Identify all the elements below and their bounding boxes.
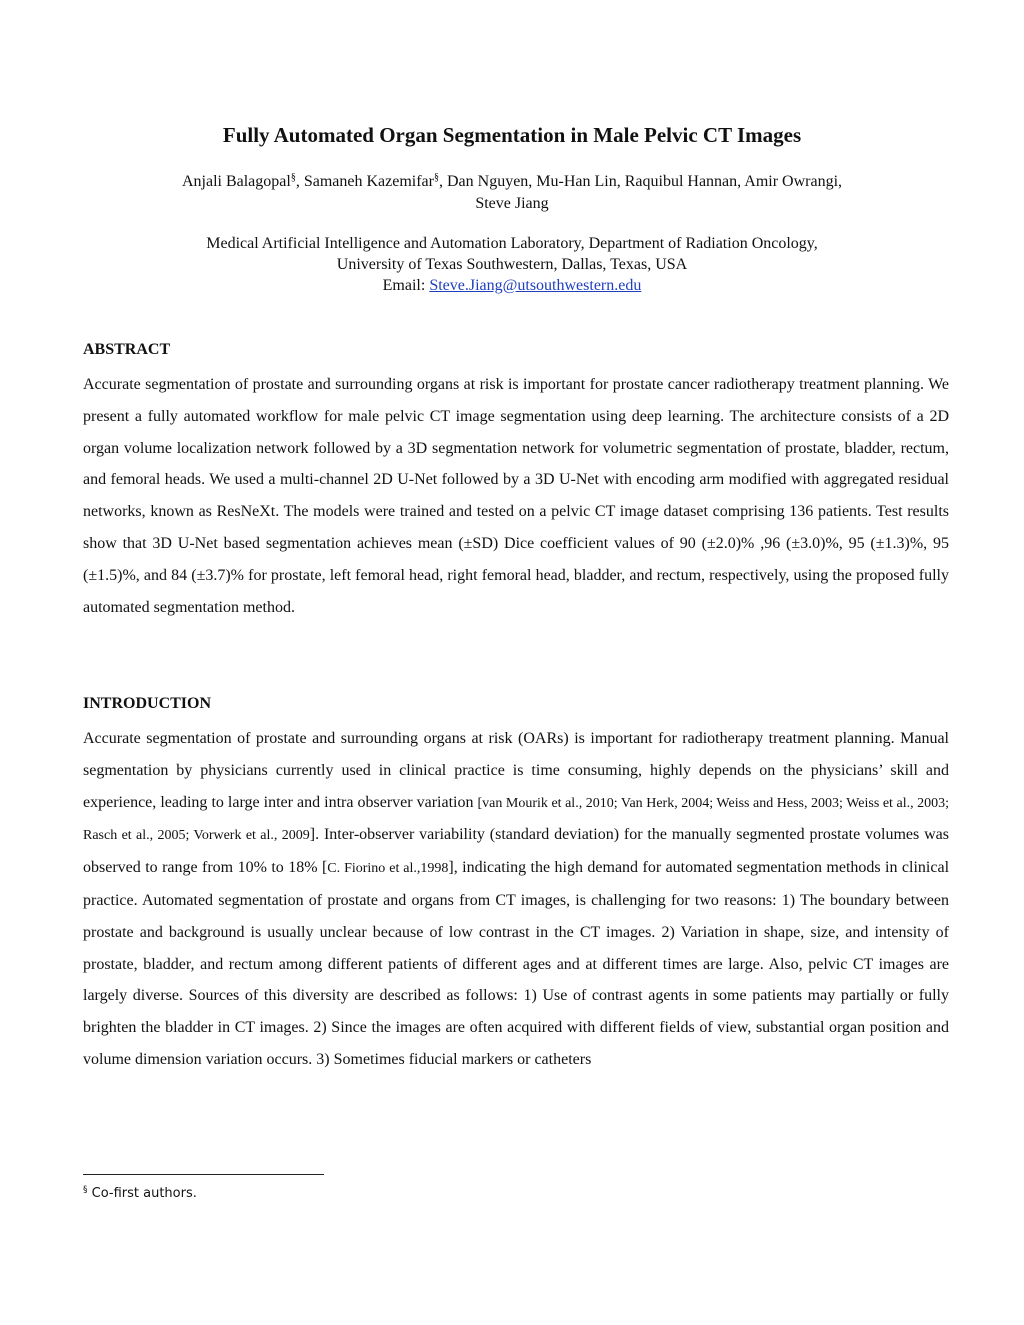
paper-title: Fully Automated Organ Segmentation in Male Pelvic CT Images [222,123,802,147]
abstract-text: Accurate segmentation of prostate and surrounding organs at risk is important for prostate cancer radiotherapy treatment planning. We present a fully automated workflow for male pelvic CT image segmentation using deep learning. The architecture consists of a 2D organ volume localization network followed by a 3D segmentation network for volumetric segmentation of prostate, bladder, rectum, and femoral heads. We used a multi-channel 2D U-Net followed by a 3D U-Net with encoding arm modified with aggregated residual networks, known as ResNeXt. The models were trained and tested on a pelvic CT image dataset comprising 136 patients. Test results show that 3D U-Net based segmentation achieves mean (±SD) Dice coefficient values of 90 (±2.0)% ,96 (±3.0)%, 95 (±1.3)%, 95 (±1.5)%, and 84 (±3.7)% for prostate, left femoral head, right femoral head, bladder, and rectum, respectively, using the proposed fully automated segmentation method. [83,376,949,616]
footnote-divider [83,1174,324,1175]
affiliation [110,233,914,296]
co-first-mark: § [290,172,296,183]
footnote-mark: § [83,1185,88,1195]
footnote [83,1185,197,1203]
email-link[interactable]: Steve.Jiang@utsouthwestern.edu [429,277,642,294]
abstract-heading: ABSTRACT [83,341,171,358]
author-list: Anjali Balagopal§, Samaneh Kazemifar§, Dan Nguyen, Mu-Han Lin, Raquibul Hannan, Amir Owrangi, Steve Jiang [181,172,843,212]
email-line [110,275,914,296]
introduction-heading: INTRODUCTION [83,695,212,712]
co-first-mark: § [433,172,439,183]
author-jiang: Steve Jiang [475,195,549,212]
introduction-text [83,723,949,1076]
author-balagopal: Anjali Balagopal [181,173,291,190]
affiliation-line-1: Medical Artificial Intelligence and Automation Laboratory, Department of Radiation Oncology, [206,235,818,252]
citation-fiorino: C. Fiorino et al.,1998 [327,861,449,877]
intro-text-part-3: ], indicating the high demand for automated segmentation methods in clinical practice. Automated segmentation of prostate and organs from CT images, is challenging for two reasons: 1) The boundary between prostate and background is usually unclear because of low contrast in the CT images. 2) Variation in shape, size, and intensity of prostate, bladder, and rectum among different patients of different ages and at different times are large. Also, pelvic CT images are largely diverse. Sources of this diversity are described as follows: 1) Use of contrast agents in some patients may partially or fully brighten the bladder in CT images. 2) Since the images are often acquired with different fields of view, substantial organ position and volume dimension variation occurs. 3) Sometimes fiducial markers or catheters [83,859,950,1068]
intro-text-part-2: ]. Inter-observer variability (standard deviation) for the manually segmented prostate volumes was observed to range from 10% to 18% [ [83,826,949,877]
affiliation-line-2: University of Texas Southwestern, Dallas, Texas, USA [336,256,688,273]
footnote-text: Co-first authors. [87,1186,197,1201]
author-list-rest: , Dan Nguyen, Mu-Han Lin, Raquibul Hannan, Amir Owrangi, [438,173,843,190]
email-label: Email: [382,277,430,294]
intro-text-part-1: Accurate segmentation of prostate and surrounding organs at risk (OARs) is important for radiotherapy treatment planning. Manual segmentation by physicians currently used in clinical practice is time consuming, highly depends on the physicians’ skill and experience, leading to large inter and intra observer variation [83,730,949,811]
author-kazemifar: Samaneh Kazemifar [303,173,434,190]
citation-group-1: [van Mourik et al., 2010; Van Herk, 2004; Weiss and Hess, 2003; Weiss et al., 2003; Rasch et al., 2005; Vorwerk et al., 2009 [83,795,950,844]
